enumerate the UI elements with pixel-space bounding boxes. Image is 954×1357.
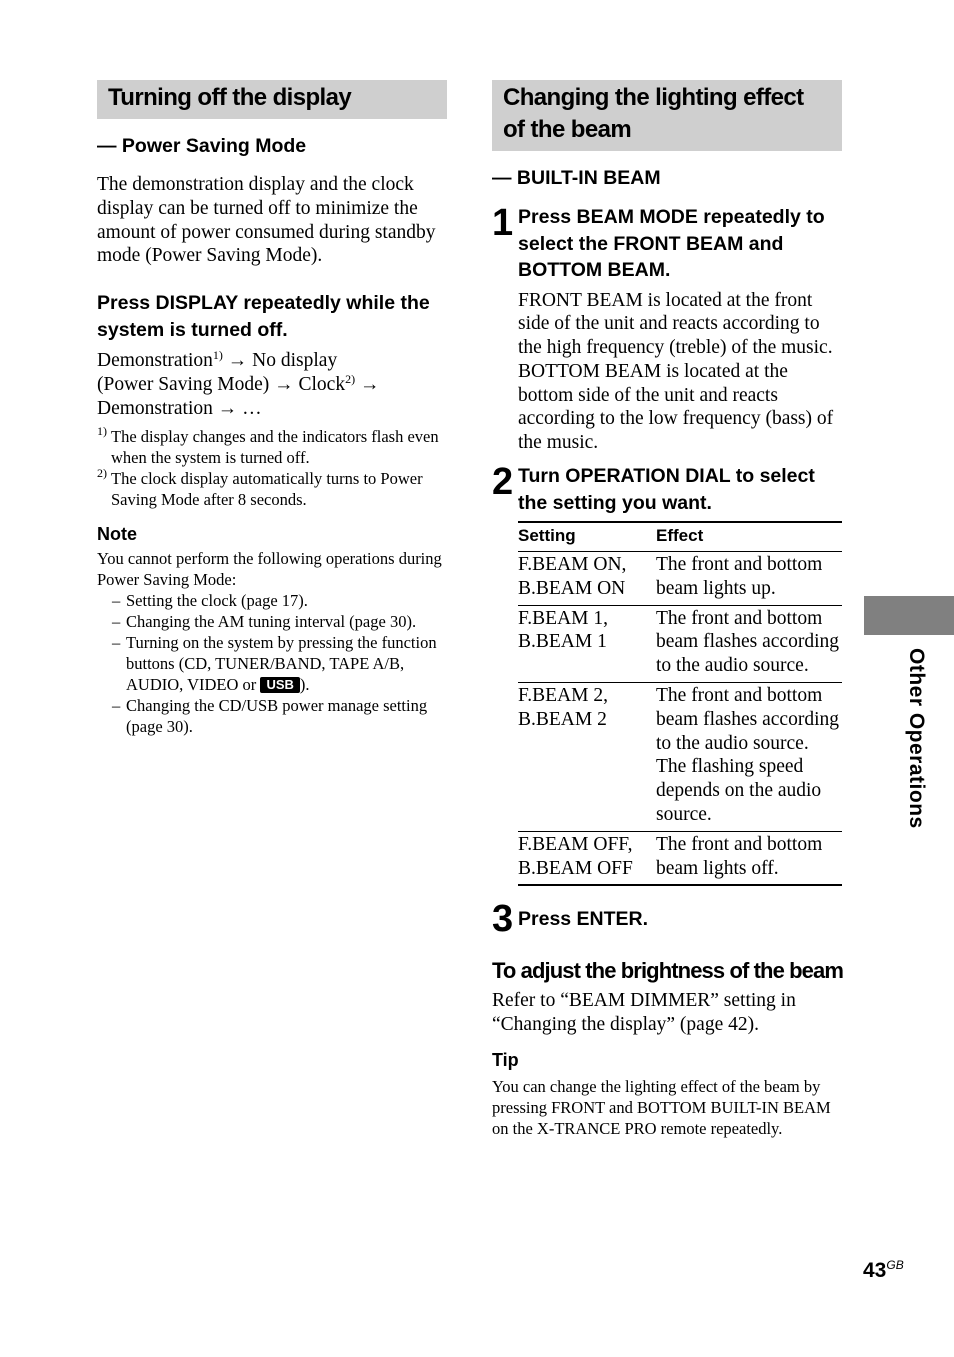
arrow-right-icon: →	[227, 350, 248, 372]
note-item	[97, 611, 447, 632]
dash-bullet: –	[112, 695, 121, 715]
note-item-text: Turning on the system by pressing the function buttons (CD, TUNER/BAND, TAPE A/B, AUDIO, VIDEO or	[126, 632, 437, 694]
beam-settings-table	[518, 521, 842, 886]
effect-cell: The front and bottom beam lights off.	[656, 831, 842, 885]
usb-badge-icon: USB	[260, 677, 299, 693]
footnote-1	[97, 423, 447, 468]
display-sequence	[97, 349, 447, 420]
step-1	[492, 204, 842, 455]
table-row	[518, 552, 842, 606]
adjust-body: Refer to “BEAM DIMMER” setting in “Changing the display” (page 42).	[492, 989, 796, 1035]
note-item-close: ).	[299, 674, 310, 694]
arrow-right-icon: →	[217, 397, 238, 419]
page-number	[863, 1252, 904, 1284]
step-title: Press BEAM MODE repeatedly to select the FRONT BEAM and BOTTOM BEAM.	[518, 206, 825, 281]
right-column	[492, 80, 842, 1139]
footnote-text: The clock display automatically turns to Power Saving Mode after 8 seconds.	[111, 468, 423, 509]
subheading-built-in-beam: — BUILT-IN BEAM	[492, 167, 661, 189]
tip-body: You can change the lighting effect of the beam by pressing FRONT and BOTTOM BUILT-IN BEAM on the X-TRANCE PRO remote repeatedly.	[492, 1076, 831, 1138]
setting-cell: F.BEAM ON, B.BEAM ON	[518, 552, 656, 606]
adjust-heading: To adjust the brightness of the beam	[492, 957, 843, 983]
footnote-mark: 1)	[97, 423, 107, 438]
setting-cell: F.BEAM 1, B.BEAM 1	[518, 605, 656, 682]
side-tab-marker	[864, 596, 954, 635]
effect-cell: The front and bottom beam flashes according to the audio source. The flashing speed depends on the audio source.	[656, 683, 842, 832]
section-heading-beam: Changing the lighting effect of the beam	[492, 80, 842, 151]
table-header-row	[518, 522, 842, 552]
table-row	[518, 683, 842, 832]
section-heading-display: Turning off the display	[97, 80, 447, 119]
seq-demonstration: Demonstration	[97, 350, 213, 372]
table-row	[518, 605, 842, 682]
step-title: Turn OPERATION DIAL to select the setting you want.	[518, 465, 815, 514]
arrow-right-icon: →	[359, 373, 380, 395]
table-row	[518, 831, 842, 885]
note-title: Note	[97, 523, 137, 544]
seq-power-saving: (Power Saving Mode)	[97, 373, 270, 395]
dash-bullet: –	[112, 590, 121, 610]
setting-cell: F.BEAM OFF, B.BEAM OFF	[518, 831, 656, 885]
step-3	[492, 898, 842, 941]
side-tab-label: Other Operations	[905, 648, 928, 829]
step-body: FRONT BEAM is located at the front side of the unit and reacts according to the high frequency (treble) of the music.	[518, 289, 833, 359]
footnote-ref-2: 2)	[345, 371, 356, 386]
page-number-suffix: GB	[886, 1258, 904, 1272]
footnote-mark: 2)	[97, 465, 107, 480]
step-2	[492, 463, 842, 886]
table-header: Setting	[518, 522, 656, 552]
intro-paragraph: The demonstration display and the clock display can be turned off to minimize the amount of power consumed during standby mode (Power Saving Mode).	[97, 174, 436, 267]
note-item-text: Changing the AM tuning interval (page 30).	[126, 611, 417, 631]
dash-bullet: –	[112, 611, 121, 631]
seq-no-display: No display	[252, 350, 338, 372]
setting-cell: F.BEAM 2, B.BEAM 2	[518, 683, 656, 832]
seq-ellipsis: …	[242, 397, 262, 419]
note-item-text: Setting the clock (page 17).	[126, 590, 308, 610]
note-item-text: Changing the CD/USB power manage setting (page 30).	[126, 695, 428, 736]
page-number-value: 43	[863, 1259, 887, 1282]
footnote-text: The display changes and the indicators flash even when the system is turned off.	[111, 426, 439, 467]
seq-demonstration-2: Demonstration	[97, 397, 213, 419]
instruction-display: Press DISPLAY repeatedly while the system is turned off.	[97, 292, 430, 341]
dash-bullet: –	[112, 632, 121, 652]
note-item	[97, 590, 447, 611]
left-column	[97, 80, 447, 737]
note-intro: You cannot perform the following operations during Power Saving Mode:	[97, 548, 442, 589]
seq-clock: Clock	[298, 373, 346, 395]
note-item	[97, 695, 447, 737]
table-header: Effect	[656, 522, 842, 552]
step-number: 3	[492, 898, 514, 941]
step-number: 1	[492, 202, 514, 244]
subheading-power-saving: — Power Saving Mode	[97, 135, 307, 157]
footnote-ref-1: 1)	[212, 348, 223, 363]
effect-cell: The front and bottom beam lights up.	[656, 552, 842, 606]
step-body: BOTTOM BEAM is located at the bottom side of the unit and reacts according to the low frequency (bass) of the music.	[518, 360, 834, 454]
footnote-2	[97, 465, 447, 510]
arrow-right-icon: →	[274, 373, 294, 395]
note-item	[97, 632, 447, 695]
tip-title: Tip	[492, 1049, 519, 1070]
effect-cell: The front and bottom beam flashes according to the audio source.	[656, 605, 842, 682]
step-title: Press ENTER.	[518, 908, 649, 931]
step-number: 2	[492, 461, 514, 504]
